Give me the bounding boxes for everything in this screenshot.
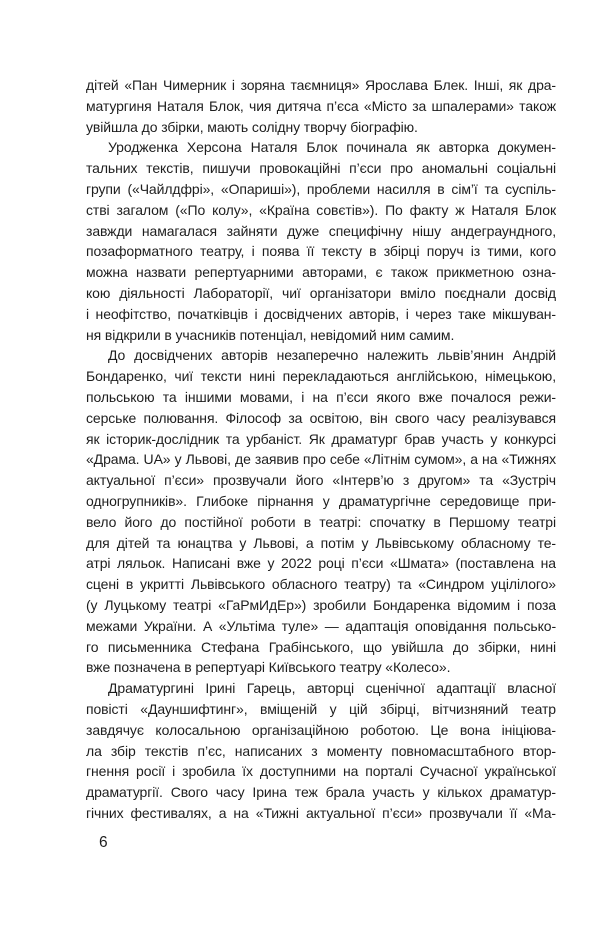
text-line: Бондаренко, чиї тексти нині перекладаються англійською, німецькою,: [86, 368, 556, 385]
paragraph: [86, 345, 556, 678]
text-line: серське полювання. Філософ за освітою, він свого часу реалізувався: [86, 409, 556, 426]
text-line: ла збір текстів п’єс, написаних з моменту повномасштабного втор-: [86, 742, 556, 759]
text-line: гічних фестивалях, а на «Тижні актуальної п’єси» прозвучали її «Ма-: [86, 804, 556, 821]
text-line: як історик-дослідник та урбаніст. Як драматург брав участь у конкурсі: [86, 430, 556, 447]
text-line: вже позначена в репертуарі Київського театру «Колесо».: [86, 659, 451, 676]
paragraph: [86, 75, 556, 137]
text-line: стві загалом («По колу», «Країна совєтів»). По факту ж Наталя Блок: [86, 201, 556, 218]
text-line: гнення росії і зробила їх доступними на порталі Сучасної української: [86, 763, 556, 780]
text-line: увійшла до збірки, мають солідну творчу біографію.: [86, 118, 418, 135]
text-line: межами України. А «Ультіма туле» — адаптація оповідання польсько-: [86, 617, 556, 634]
text-line: повісті «Дауншифтинг», вміщеній у цій збірці, вітчизняний театр: [86, 700, 556, 717]
text-line: Уродженка Херсона Наталя Блок починала як авторка докумен-: [108, 139, 556, 156]
text-line: польською та іншими мовами, і на п’єси якого вже почалося режи-: [86, 388, 556, 405]
text-block: [86, 75, 556, 824]
text-line: актуальної п’єси» прозвучали його «Інтерв’ю з другом» та «Зустріч: [86, 472, 556, 489]
text-line: (у Луцькому театрі «ГаРмИдЕр») зробили Бондаренка відомим і поза: [86, 596, 556, 613]
text-line: групи («Чайлдфрі», «Опариші»), проблеми насилля в сім’ї та суспіль-: [86, 180, 556, 197]
text-line: «Драма. UA» у Львові, де заявив про себе «Літнім сумом», а на «Тижнях: [86, 451, 556, 468]
text-line: для дітей та юнацтва у Львові, а потім у Львівському обласному те-: [86, 534, 556, 551]
text-line: кою діяльності Лабораторії, чиї організатори вміло поєднали досвід: [86, 284, 556, 301]
text-line: го письменника Стефана Грабінського, що увійшла до збірки, нині: [86, 638, 556, 655]
text-line: можна назвати репертуарними авторами, є також прикметною озна-: [86, 264, 556, 281]
text-line: тальних текстів, пишучи провокаційні п’єси про аномальні соціальні: [86, 160, 556, 177]
text-line: завжди намагалася зайняти дуже специфічну нішу андеграундного,: [86, 222, 556, 239]
paragraph: [86, 137, 556, 345]
text-line: завдячує колосальною організаційною роботою. Це вона ініціюва-: [86, 721, 556, 738]
text-line: До досвідчених авторів незаперечно належить львів’янин Андрій: [108, 347, 556, 364]
text-line: матургиня Наталя Блок, чия дитяча п’єса «Місто за шпалерами» також: [86, 97, 556, 114]
text-line: атрі ляльок. Написані вже у 2022 році п’єси «Шмата» (поставлена на: [86, 555, 556, 572]
text-line: ня відкрили в учасників потенціал, невідомий ним самим.: [86, 326, 455, 343]
text-line: дітей «Пан Чимерник і зоряна таємниця» Ярослава Блек. Інші, як дра-: [86, 77, 556, 93]
text-line: позаформатного театру, і поява її тексту в збірці поруч із тими, кого: [86, 243, 556, 260]
page-number: 6: [99, 834, 108, 851]
text-line: одногрупників». Глибоке пірнання у драматургічне середовище при-: [86, 492, 556, 509]
text-line: сцені в укритті Львівського обласного театру) та «Синдром уцілілого»: [86, 576, 556, 593]
text-line: і неофітство, початківців і досвідчених авторів, і через таке мікшуван-: [86, 305, 556, 322]
text-line: драматургії. Свого часу Ірина теж брала участь у кількох драматур-: [86, 784, 556, 801]
paragraph: [86, 678, 556, 824]
text-line: вело його до постійної роботи в театрі: спочатку в Першому театрі: [86, 513, 556, 530]
text-line: Драматургині Ірині Гарець, авторці сценічної адаптації власної: [108, 680, 556, 697]
